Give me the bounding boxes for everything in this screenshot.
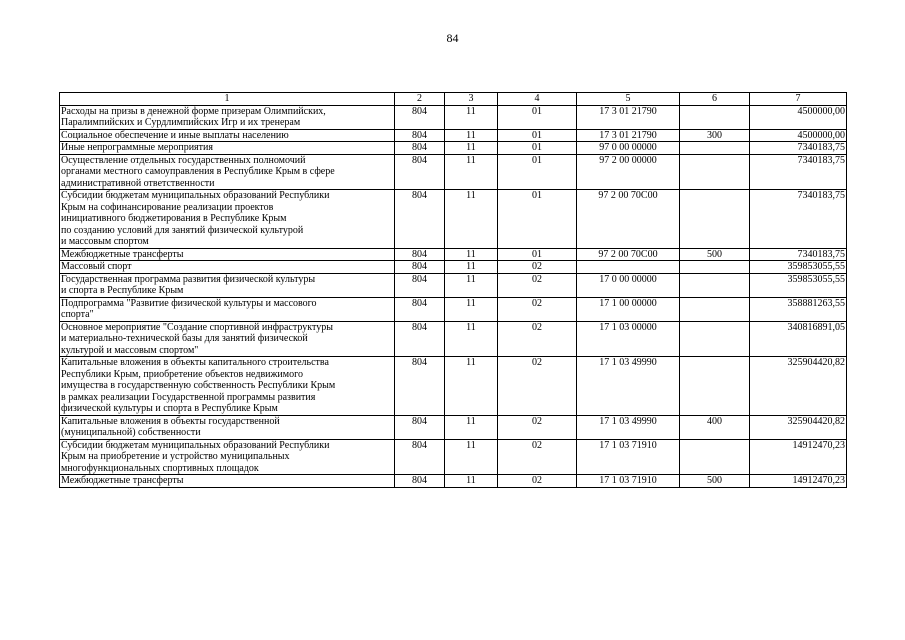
code-cell: 804 [395, 261, 445, 274]
amount-cell: 14912470,23 [750, 439, 847, 475]
section-cell: 11 [445, 273, 498, 297]
target-article-cell: 17 1 03 49990 [577, 415, 680, 439]
amount-cell: 14912470,23 [750, 475, 847, 488]
target-article-cell: 17 1 03 00000 [577, 321, 680, 357]
code-cell: 804 [395, 273, 445, 297]
item-name-cell: Государственная программа развития физической культуры и спорта в Республике Крым [60, 273, 395, 297]
table-row [60, 261, 847, 274]
subsection-cell: 01 [498, 190, 577, 249]
item-name-cell: Расходы на призы в денежной форме призерам Олимпийских, Паралимпийских и Сурдлимпийских Игр и их тренерам [60, 105, 395, 129]
column-header: 1 [60, 93, 395, 106]
target-article-cell: 97 2 00 70С00 [577, 248, 680, 261]
section-cell: 11 [445, 105, 498, 129]
target-article-cell: 97 0 00 00000 [577, 142, 680, 155]
section-cell: 11 [445, 357, 498, 416]
code-cell: 804 [395, 129, 445, 142]
column-header: 2 [395, 93, 445, 106]
table-row [60, 415, 847, 439]
table-row [60, 475, 847, 488]
code-cell: 804 [395, 439, 445, 475]
subsection-cell: 01 [498, 248, 577, 261]
table-body [60, 105, 847, 487]
target-article-cell: 17 1 03 71910 [577, 475, 680, 488]
column-header: 5 [577, 93, 680, 106]
item-name-cell: Капитальные вложения в объекты государственной (муниципальной) собственности [60, 415, 395, 439]
amount-cell: 7340183,75 [750, 142, 847, 155]
code-cell: 804 [395, 415, 445, 439]
target-article-cell: 97 2 00 70С00 [577, 190, 680, 249]
expense-type-cell: 300 [680, 129, 750, 142]
expense-type-cell: 500 [680, 475, 750, 488]
item-name-cell: Основное мероприятие "Создание спортивной инфраструктуры и материально-технической базы для занятий физической культурой и массовым спортом" [60, 321, 395, 357]
subsection-cell: 02 [498, 297, 577, 321]
subsection-cell: 02 [498, 415, 577, 439]
item-name-cell: Иные непрограммные мероприятия [60, 142, 395, 155]
expense-type-cell [680, 154, 750, 190]
amount-cell: 7340183,75 [750, 190, 847, 249]
target-article-cell [577, 261, 680, 274]
item-name-cell: Массовый спорт [60, 261, 395, 274]
amount-cell: 325904420,82 [750, 357, 847, 416]
amount-cell: 358881263,55 [750, 297, 847, 321]
code-cell: 804 [395, 190, 445, 249]
table-row [60, 142, 847, 155]
code-cell: 804 [395, 297, 445, 321]
expense-type-cell: 400 [680, 415, 750, 439]
item-name-cell: Социальное обеспечение и иные выплаты населению [60, 129, 395, 142]
target-article-cell: 17 0 00 00000 [577, 273, 680, 297]
section-cell: 11 [445, 248, 498, 261]
code-cell: 804 [395, 154, 445, 190]
section-cell: 11 [445, 142, 498, 155]
table-row [60, 129, 847, 142]
target-article-cell: 17 3 01 21790 [577, 129, 680, 142]
code-cell: 804 [395, 105, 445, 129]
expense-type-cell [680, 190, 750, 249]
target-article-cell: 17 1 03 49990 [577, 357, 680, 416]
page-number: 84 [446, 31, 459, 45]
table-row [60, 439, 847, 475]
expense-type-cell [680, 357, 750, 416]
subsection-cell: 02 [498, 321, 577, 357]
table-row [60, 273, 847, 297]
section-cell: 11 [445, 297, 498, 321]
column-header: 3 [445, 93, 498, 106]
table-row [60, 105, 847, 129]
item-name-cell: Межбюджетные трансферты [60, 248, 395, 261]
code-cell: 804 [395, 321, 445, 357]
expense-type-cell [680, 142, 750, 155]
budget-table [59, 92, 847, 488]
subsection-cell: 02 [498, 475, 577, 488]
code-cell: 804 [395, 475, 445, 488]
section-cell: 11 [445, 415, 498, 439]
code-cell: 804 [395, 248, 445, 261]
subsection-cell: 02 [498, 261, 577, 274]
subsection-cell: 01 [498, 105, 577, 129]
column-header: 6 [680, 93, 750, 106]
subsection-cell: 02 [498, 439, 577, 475]
table-row [60, 357, 847, 416]
amount-cell: 340816891,05 [750, 321, 847, 357]
expense-type-cell [680, 105, 750, 129]
code-cell: 804 [395, 142, 445, 155]
item-name-cell: Межбюджетные трансферты [60, 475, 395, 488]
subsection-cell: 01 [498, 129, 577, 142]
item-name-cell: Капитальные вложения в объекты капитального строительства Республики Крым, приобретение объектов недвижимого имущества в государственную собственность Республики Крым в рамках реализации Государственной программы развития физической культуры и спорта в Республике Крым [60, 357, 395, 416]
amount-cell: 4500000,00 [750, 105, 847, 129]
column-header: 4 [498, 93, 577, 106]
table-header-row [60, 93, 847, 106]
subsection-cell: 02 [498, 357, 577, 416]
expense-type-cell [680, 439, 750, 475]
subsection-cell: 02 [498, 273, 577, 297]
amount-cell: 359853055,55 [750, 273, 847, 297]
target-article-cell: 17 1 00 00000 [577, 297, 680, 321]
item-name-cell: Субсидии бюджетам муниципальных образований Республики Крым на приобретение и устройство муниципальных многофункциональных спортивных площадок [60, 439, 395, 475]
item-name-cell: Осуществление отдельных государственных полномочий органами местного самоуправления в Республике Крым в сфере административной ответственности [60, 154, 395, 190]
expense-type-cell: 500 [680, 248, 750, 261]
section-cell: 11 [445, 261, 498, 274]
amount-cell: 359853055,55 [750, 261, 847, 274]
table-row [60, 297, 847, 321]
table-row [60, 190, 847, 249]
section-cell: 11 [445, 321, 498, 357]
expense-type-cell [680, 273, 750, 297]
expense-type-cell [680, 297, 750, 321]
expense-type-cell [680, 321, 750, 357]
column-header: 7 [750, 93, 847, 106]
target-article-cell: 17 1 03 71910 [577, 439, 680, 475]
amount-cell: 325904420,82 [750, 415, 847, 439]
subsection-cell: 01 [498, 154, 577, 190]
code-cell: 804 [395, 357, 445, 416]
table-row [60, 321, 847, 357]
target-article-cell: 17 3 01 21790 [577, 105, 680, 129]
table-row [60, 248, 847, 261]
section-cell: 11 [445, 475, 498, 488]
item-name-cell: Подпрограмма "Развитие физической культуры и массового спорта" [60, 297, 395, 321]
expense-type-cell [680, 261, 750, 274]
table-row [60, 154, 847, 190]
section-cell: 11 [445, 439, 498, 475]
item-name-cell: Субсидии бюджетам муниципальных образований Республики Крым на софинансирование реализации проектов инициативного бюджетирования в Республике Крым по созданию условий для занятий физической культурой и массовым спортом [60, 190, 395, 249]
section-cell: 11 [445, 154, 498, 190]
section-cell: 11 [445, 129, 498, 142]
subsection-cell: 01 [498, 142, 577, 155]
amount-cell: 7340183,75 [750, 248, 847, 261]
target-article-cell: 97 2 00 00000 [577, 154, 680, 190]
amount-cell: 4500000,00 [750, 129, 847, 142]
section-cell: 11 [445, 190, 498, 249]
amount-cell: 7340183,75 [750, 154, 847, 190]
